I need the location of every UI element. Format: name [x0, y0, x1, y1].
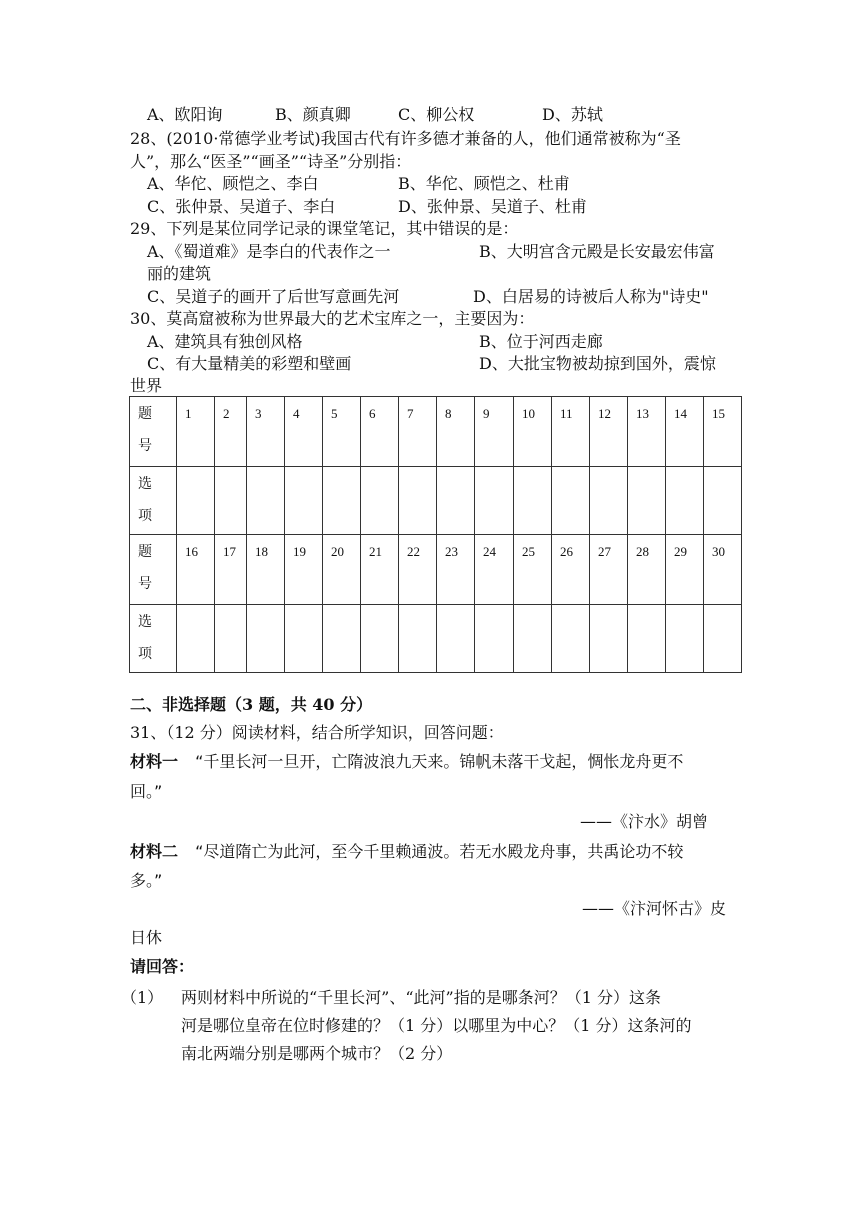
q30-option-d: D、大批宝物被劫掠到国外，震惊 — [479, 354, 716, 373]
answer-cell[interactable] — [475, 467, 514, 535]
answer-cell[interactable] — [437, 467, 475, 535]
q30-option-c: C、有大量精美的彩塑和壁画 — [147, 354, 352, 373]
q27-option-c: C、柳公权 — [398, 105, 475, 124]
question-number-cell: 4 — [285, 397, 323, 467]
question-number-cell: 6 — [361, 397, 399, 467]
sub-question-1-number: （1） — [121, 988, 164, 1007]
answer-cell[interactable] — [399, 605, 437, 673]
answer-cell[interactable] — [285, 467, 323, 535]
row-label-choice: 选 项 — [130, 467, 177, 535]
question-number-cell: 22 — [399, 535, 437, 605]
row-label-number: 题 号 — [130, 535, 177, 605]
q28-stem-line2: 人”，那么“医圣”“画圣”“诗圣”分别指： — [130, 152, 412, 171]
answer-cell[interactable] — [514, 467, 552, 535]
answer-grid — [129, 396, 742, 673]
answer-cell[interactable] — [437, 605, 475, 673]
q30-option-b: B、位于河西走廊 — [479, 332, 603, 351]
q27-option-d: D、苏轼 — [542, 105, 603, 124]
answer-cell[interactable] — [704, 605, 742, 673]
question-number-cell: 5 — [323, 397, 361, 467]
question-number-cell: 3 — [247, 397, 285, 467]
question-number-cell: 19 — [285, 535, 323, 605]
material2-text: “尽道隋亡为此河，至今千里赖通波。若无水殿龙舟事，共禹论功不较 — [195, 842, 684, 861]
material1-line2: 回。” — [130, 782, 163, 801]
sub-question-1-line3: 南北两端分别是哪两个城市？（2 分） — [181, 1044, 453, 1063]
question-number-cell: 24 — [475, 535, 514, 605]
q30-option-d-cont: 世界 — [130, 376, 163, 395]
material1-source: ——《汴水》胡曾 — [580, 812, 709, 831]
table-row-choices-1 — [130, 467, 742, 535]
q28-option-d: D、张仲景、吴道子、杜甫 — [398, 197, 587, 216]
sub-question-1-line1: 两则材料中所说的“千里长河”、“此河”指的是哪条河？（1 分）这条 — [181, 988, 661, 1007]
question-number-cell: 17 — [215, 535, 247, 605]
row-label-choice: 选 项 — [130, 605, 177, 673]
answer-cell[interactable] — [552, 605, 590, 673]
question-number-cell: 26 — [552, 535, 590, 605]
q27-option-b: B、颜真卿 — [275, 105, 351, 124]
answer-cell[interactable] — [177, 605, 215, 673]
question-number-cell: 16 — [177, 535, 215, 605]
answer-cell[interactable] — [514, 605, 552, 673]
answer-cell[interactable] — [215, 605, 247, 673]
table-row-choices-2 — [130, 605, 742, 673]
question-number-cell: 25 — [514, 535, 552, 605]
q29-option-b: B、大明宫含元殿是长安最宏伟富 — [479, 242, 715, 261]
table-row-numbers-1 — [130, 397, 742, 467]
question-number-cell: 20 — [323, 535, 361, 605]
q29-stem: 29、下列是某位同学记录的课堂笔记，其中错误的是： — [130, 219, 519, 238]
answer-cell[interactable] — [666, 467, 704, 535]
answer-cell[interactable] — [177, 467, 215, 535]
answer-cell[interactable] — [399, 467, 437, 535]
answer-cell[interactable] — [361, 467, 399, 535]
question-number-cell: 11 — [552, 397, 590, 467]
answer-cell[interactable] — [285, 605, 323, 673]
material1-text: “千里长河一旦开，亡隋波浪九天来。锦帆未落干戈起，惆怅龙舟更不 — [195, 752, 684, 771]
q28-option-a: A、华佗、顾恺之、李白 — [147, 174, 319, 193]
material1-label: 材料一 — [130, 752, 179, 771]
answer-cell[interactable] — [628, 605, 666, 673]
q30-option-a: A、建筑具有独创风格 — [147, 332, 303, 351]
question-number-cell: 27 — [590, 535, 628, 605]
material2-label: 材料二 — [130, 842, 179, 861]
q28-option-b: B、华佗、顾恺之、杜甫 — [398, 174, 570, 193]
material2-line2: 多。” — [130, 871, 163, 890]
answer-cell[interactable] — [552, 467, 590, 535]
q30-stem: 30、莫高窟被称为世界最大的艺术宝库之一，主要因为： — [130, 309, 535, 328]
material2-source-cont: 日休 — [130, 928, 163, 947]
answer-cell[interactable] — [590, 467, 628, 535]
q29-option-a: A、《蜀道难》是李白的代表作之一 — [147, 242, 391, 261]
answer-cell[interactable] — [215, 467, 247, 535]
q29-option-b-cont: 丽的建筑 — [147, 264, 212, 283]
answer-cell[interactable] — [666, 605, 704, 673]
q28-stem-line1: 28、(2010·常德学业考试)我国古代有许多德才兼备的人，他们通常被称为“圣 — [130, 129, 681, 148]
question-number-cell: 29 — [666, 535, 704, 605]
material1-line1 — [130, 750, 683, 774]
material2-line1 — [130, 840, 683, 864]
question-number-cell: 21 — [361, 535, 399, 605]
question-number-cell: 18 — [247, 535, 285, 605]
q31-intro: 31、（12 分）阅读材料，结合所学知识，回答问题： — [130, 723, 504, 742]
question-number-cell: 1 — [177, 397, 215, 467]
answer-cell[interactable] — [628, 467, 666, 535]
answer-cell[interactable] — [247, 467, 285, 535]
question-number-cell: 30 — [704, 535, 742, 605]
answer-cell[interactable] — [361, 605, 399, 673]
answer-cell[interactable] — [704, 467, 742, 535]
answer-cell[interactable] — [475, 605, 514, 673]
answer-cell[interactable] — [590, 605, 628, 673]
material2-source: ——《汴河怀古》皮 — [582, 899, 727, 918]
row-label-number: 题 号 — [130, 397, 177, 467]
question-number-cell: 14 — [666, 397, 704, 467]
question-number-cell: 10 — [514, 397, 552, 467]
question-number-cell: 23 — [437, 535, 475, 605]
question-number-cell: 9 — [475, 397, 514, 467]
question-number-cell: 15 — [704, 397, 742, 467]
question-number-cell: 2 — [215, 397, 247, 467]
question-number-cell: 13 — [628, 397, 666, 467]
q29-option-c: C、吴道子的画开了后世写意画先河 — [147, 287, 400, 306]
answer-cell[interactable] — [323, 605, 361, 673]
question-number-cell: 7 — [399, 397, 437, 467]
question-number-cell: 8 — [437, 397, 475, 467]
q27-option-a: A、欧阳询 — [147, 105, 223, 124]
q28-option-c: C、张仲景、吴道子、李白 — [147, 197, 336, 216]
section2-title: 二、非选择题（3 题，共 40 分） — [130, 695, 373, 714]
question-number-cell: 12 — [590, 397, 628, 467]
table-row-numbers-2 — [130, 535, 742, 605]
answer-cell[interactable] — [247, 605, 285, 673]
answer-prompt: 请回答： — [130, 957, 195, 976]
q29-option-d: D、白居易的诗被后人称为"诗史" — [473, 287, 709, 306]
question-number-cell: 28 — [628, 535, 666, 605]
sub-question-1-line2: 河是哪位皇帝在位时修建的？（1 分）以哪里为中心？（1 分）这条河的 — [181, 1016, 692, 1035]
answer-cell[interactable] — [323, 467, 361, 535]
